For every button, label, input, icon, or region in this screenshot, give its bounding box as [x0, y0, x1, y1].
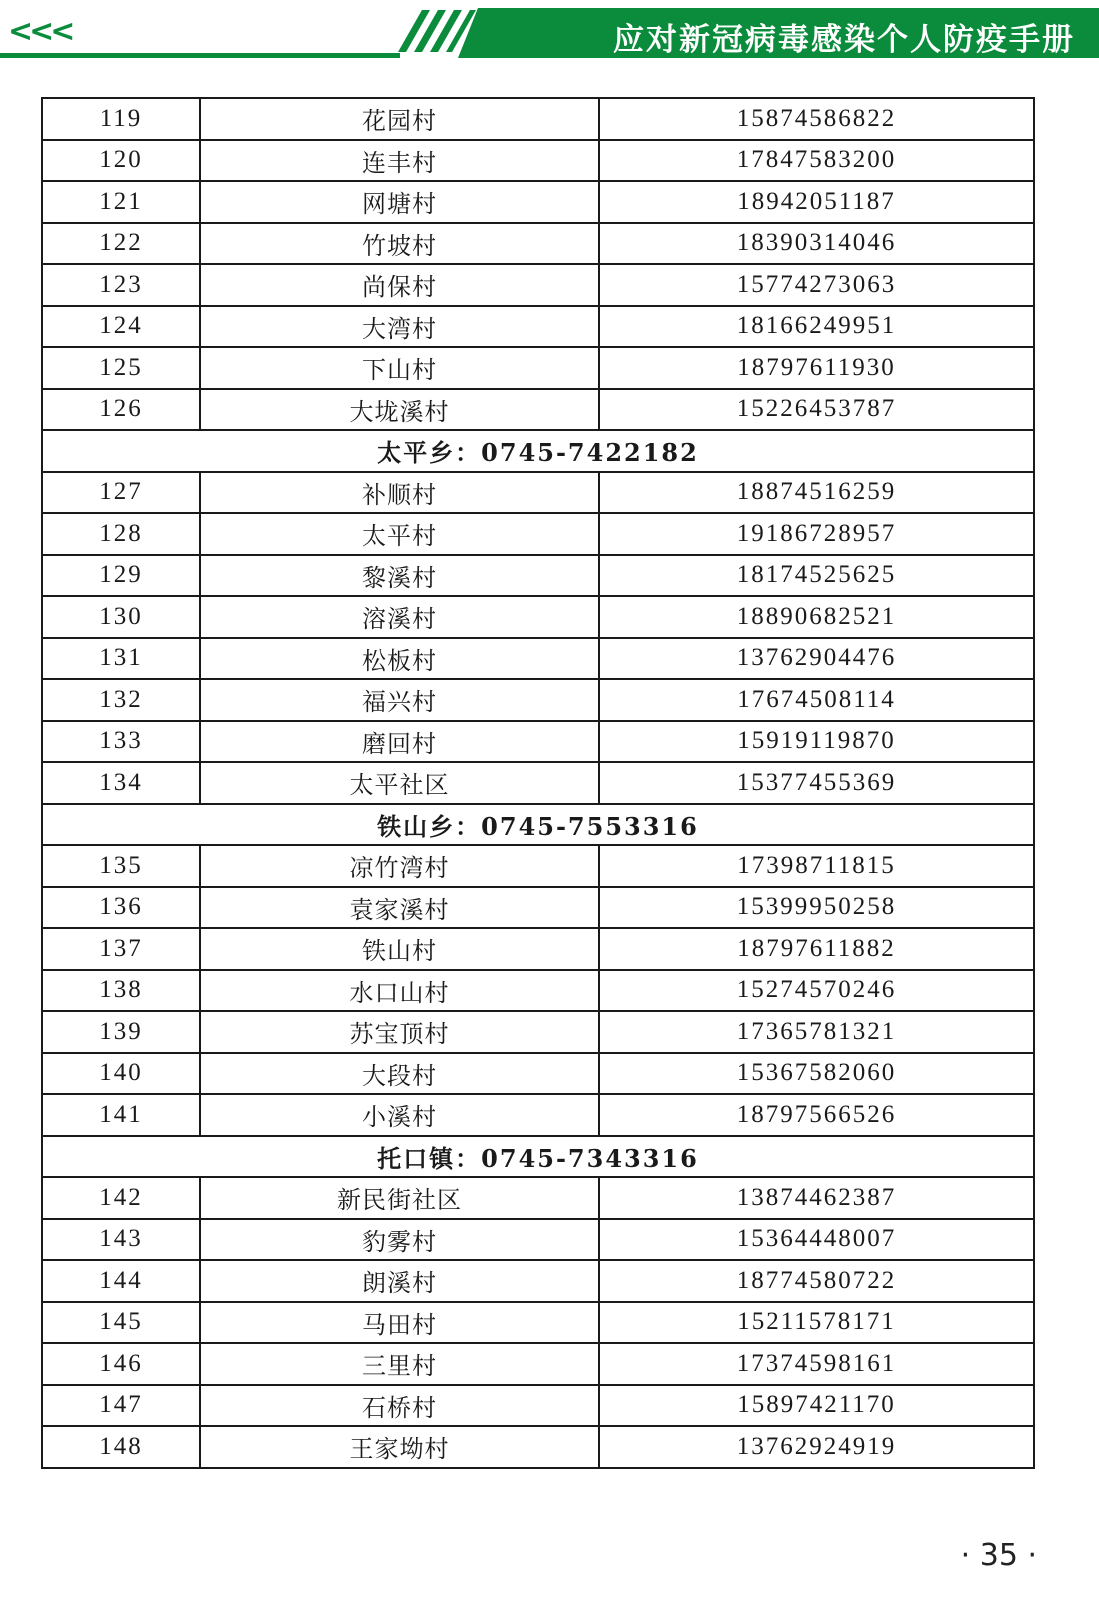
- phone-number: 17374598161: [599, 1343, 1034, 1385]
- section-heading-row: [42, 430, 1034, 472]
- table-row: [42, 1094, 1034, 1136]
- village-name: 凉竹湾村: [200, 845, 599, 887]
- row-number: 139: [42, 1011, 200, 1053]
- table-row: [42, 887, 1034, 929]
- table-row: [42, 472, 1034, 514]
- row-number: 132: [42, 679, 200, 721]
- contact-directory-table: [41, 97, 1035, 1469]
- row-number: 142: [42, 1177, 200, 1219]
- section-heading-row: [42, 804, 1034, 846]
- village-name: 网塘村: [200, 181, 599, 223]
- village-name: 太平社区: [200, 762, 599, 804]
- village-name: 铁山村: [200, 928, 599, 970]
- row-number: 121: [42, 181, 200, 223]
- table-row: [42, 347, 1034, 389]
- village-name: 苏宝顶村: [200, 1011, 599, 1053]
- village-name: 新民街社区: [200, 1177, 599, 1219]
- row-number: 141: [42, 1094, 200, 1136]
- row-number: 134: [42, 762, 200, 804]
- row-number: 127: [42, 472, 200, 514]
- phone-number: 18797611882: [599, 928, 1034, 970]
- back-chevrons-icon: <<<: [8, 14, 72, 49]
- village-name: 松板村: [200, 638, 599, 680]
- table-row: [42, 181, 1034, 223]
- phone-number: 15919119870: [599, 721, 1034, 763]
- village-name: 溶溪村: [200, 596, 599, 638]
- phone-number: 17398711815: [599, 845, 1034, 887]
- phone-number: 15874586822: [599, 98, 1034, 140]
- row-number: 147: [42, 1385, 200, 1427]
- phone-number: 18874516259: [599, 472, 1034, 514]
- row-number: 138: [42, 970, 200, 1012]
- table-row: [42, 1053, 1034, 1095]
- village-name: 王家坳村: [200, 1426, 599, 1468]
- row-number: 131: [42, 638, 200, 680]
- row-number: 130: [42, 596, 200, 638]
- section-heading: 托口镇：0745-7343316: [42, 1136, 1034, 1178]
- phone-number: 15226453787: [599, 389, 1034, 431]
- village-name: 竹坡村: [200, 223, 599, 265]
- section-heading: 铁山乡：0745-7553316: [42, 804, 1034, 846]
- table-row: [42, 1426, 1034, 1468]
- table-row: [42, 845, 1034, 887]
- phone-number: 13762904476: [599, 638, 1034, 680]
- row-number: 129: [42, 555, 200, 597]
- phone-number: 17847583200: [599, 140, 1034, 182]
- phone-number: 18390314046: [599, 223, 1034, 265]
- village-name: 花园村: [200, 98, 599, 140]
- section-heading-row: [42, 1136, 1034, 1178]
- phone-number: 17365781321: [599, 1011, 1034, 1053]
- table-row: [42, 1260, 1034, 1302]
- table-row: [42, 638, 1034, 680]
- village-name: 水口山村: [200, 970, 599, 1012]
- phone-number: 15367582060: [599, 1053, 1034, 1095]
- table-row: [42, 721, 1034, 763]
- village-name: 三里村: [200, 1343, 599, 1385]
- table-row: [42, 928, 1034, 970]
- village-name: 大段村: [200, 1053, 599, 1095]
- row-number: 143: [42, 1219, 200, 1261]
- table-row: [42, 1385, 1034, 1427]
- row-number: 125: [42, 347, 200, 389]
- phone-number: 19186728957: [599, 513, 1034, 555]
- village-name: 黎溪村: [200, 555, 599, 597]
- phone-number: 13762924919: [599, 1426, 1034, 1468]
- row-number: 119: [42, 98, 200, 140]
- village-name: 尚保村: [200, 264, 599, 306]
- table-row: [42, 513, 1034, 555]
- village-name: 朗溪村: [200, 1260, 599, 1302]
- row-number: 144: [42, 1260, 200, 1302]
- village-name: 下山村: [200, 347, 599, 389]
- phone-number: 15377455369: [599, 762, 1034, 804]
- phone-number: 18797611930: [599, 347, 1034, 389]
- table-row: [42, 389, 1034, 431]
- village-name: 马田村: [200, 1302, 599, 1344]
- phone-number: 18166249951: [599, 306, 1034, 348]
- row-number: 120: [42, 140, 200, 182]
- page-number: · 35 ·: [960, 1538, 1037, 1573]
- village-name: 石桥村: [200, 1385, 599, 1427]
- phone-number: 18942051187: [599, 181, 1034, 223]
- village-name: 豹雾村: [200, 1219, 599, 1261]
- village-name: 福兴村: [200, 679, 599, 721]
- row-number: 126: [42, 389, 200, 431]
- phone-number: 18890682521: [599, 596, 1034, 638]
- table-row: [42, 98, 1034, 140]
- row-number: 146: [42, 1343, 200, 1385]
- row-number: 133: [42, 721, 200, 763]
- row-number: 136: [42, 887, 200, 929]
- table-row: [42, 223, 1034, 265]
- row-number: 122: [42, 223, 200, 265]
- page-header: [0, 0, 1099, 70]
- village-name: 太平村: [200, 513, 599, 555]
- village-name: 磨回村: [200, 721, 599, 763]
- table-row: [42, 264, 1034, 306]
- row-number: 140: [42, 1053, 200, 1095]
- row-number: 137: [42, 928, 200, 970]
- phone-number: 15399950258: [599, 887, 1034, 929]
- table-row: [42, 970, 1034, 1012]
- table-row: [42, 306, 1034, 348]
- table-row: [42, 762, 1034, 804]
- table-row: [42, 1343, 1034, 1385]
- phone-number: 15211578171: [599, 1302, 1034, 1344]
- row-number: 148: [42, 1426, 200, 1468]
- phone-number: 15364448007: [599, 1219, 1034, 1261]
- row-number: 135: [42, 845, 200, 887]
- table-row: [42, 1302, 1034, 1344]
- village-name: 连丰村: [200, 140, 599, 182]
- phone-number: 15274570246: [599, 970, 1034, 1012]
- phone-number: 15897421170: [599, 1385, 1034, 1427]
- phone-number: 13874462387: [599, 1177, 1034, 1219]
- phone-number: 18774580722: [599, 1260, 1034, 1302]
- table-row: [42, 1011, 1034, 1053]
- phone-number: 18174525625: [599, 555, 1034, 597]
- row-number: 128: [42, 513, 200, 555]
- table-row: [42, 140, 1034, 182]
- table-row: [42, 555, 1034, 597]
- row-number: 123: [42, 264, 200, 306]
- village-name: 袁家溪村: [200, 887, 599, 929]
- village-name: 大湾村: [200, 306, 599, 348]
- village-name: 补顺村: [200, 472, 599, 514]
- handbook-title: 应对新冠病毒感染个人防疫手册: [613, 22, 1075, 58]
- village-name: 大垅溪村: [200, 389, 599, 431]
- row-number: 124: [42, 306, 200, 348]
- row-number: 145: [42, 1302, 200, 1344]
- phone-number: 17674508114: [599, 679, 1034, 721]
- table-row: [42, 679, 1034, 721]
- table-row: [42, 596, 1034, 638]
- village-name: 小溪村: [200, 1094, 599, 1136]
- table-row: [42, 1177, 1034, 1219]
- phone-number: 18797566526: [599, 1094, 1034, 1136]
- phone-number: 15774273063: [599, 264, 1034, 306]
- section-heading: 太平乡：0745-7422182: [42, 430, 1034, 472]
- table-row: [42, 1219, 1034, 1261]
